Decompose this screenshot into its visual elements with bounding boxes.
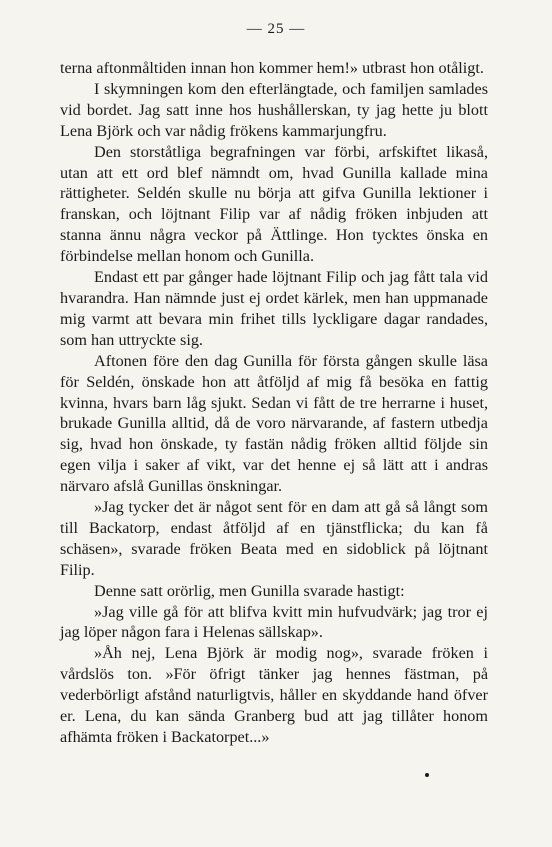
paragraph: »Åh nej, Lena Björk är modig nog», svarade fröken i vårdslös ton. »För öfrigt tänker jag hennes fästman, på vederbörligt afstånd naturligtvis, håller en skyddande hand öfver er. Lena, du kan sända Granberg bud att jag tillåter honom afhämta fröken i Backatorpet...» (60, 644, 488, 746)
paragraph: terna aftonmåltiden innan hon kommer hem!» utbrast hon otåligt. (60, 59, 484, 77)
paragraph: »Jag tycker det är något sent för en dam att gå så långt som till Backatorp, endast åtföljd af en tjänstflicka; du kan få schäsen», svarade fröken Beata med en sidoblick på löjtnant Filip. (60, 498, 488, 579)
paragraph: Den storståtliga begrafningen var förbi, arfskiftet likaså, utan att ett ord blef nämndt om, hvad Gunilla kallade mina rättigheter. Seldén skulle nu börja att gifva Gunilla lektioner i franskan, och löjtnant Filip var af nådig fröken inbjuden att stanna ännu några veckor på Ättlinge. Hon tycktes önska en förbindelse mellan honom och Gunilla. (60, 142, 488, 266)
paragraph: I skymningen kom den efterlängtade, och familjen samlades vid bordet. Jag satt inne hos hushållerskan, ty jag hette ju blott Lena Björk och var nådig frökens kammarjungfru. (60, 79, 488, 140)
print-speck (425, 773, 429, 777)
paragraph: Denne satt orörlig, men Gunilla svarade hastigt: (94, 581, 405, 600)
paragraph: Endast ett par gånger hade löjtnant Filip och jag fått tala vid hvarandra. Han nämnde just ej ordet kärlek, men han uppmanade mig varmt att bevara min frihet tills lyckligare dagar randades, som han uttryckte sig. (60, 268, 488, 349)
page-number: — 25 — (246, 21, 306, 37)
paragraph: Aftonen före den dag Gunilla för första gången skulle läsa för Seldén, önskade hon att åtföljd af mig få besöka en fattig kvinna, hvars barn låg sjukt. Sedan vi fått de tre herrarne i huset, brukade Gunilla alltid, då de voro närvarande, af fastern utbedja sig, hvad hon önskade, ty fastän nådig fröken alltid följde sin egen vilja i saker af vikt, var det henne ej så lätt att i andras närvaro afslå Gunillas önskningar. (60, 351, 488, 496)
paragraph: »Jag ville gå för att blifva kvitt min hufvudvärk; jag tror ej jag löper någon fara i Helenas sällskap». (60, 602, 488, 642)
body-text (60, 58, 488, 748)
